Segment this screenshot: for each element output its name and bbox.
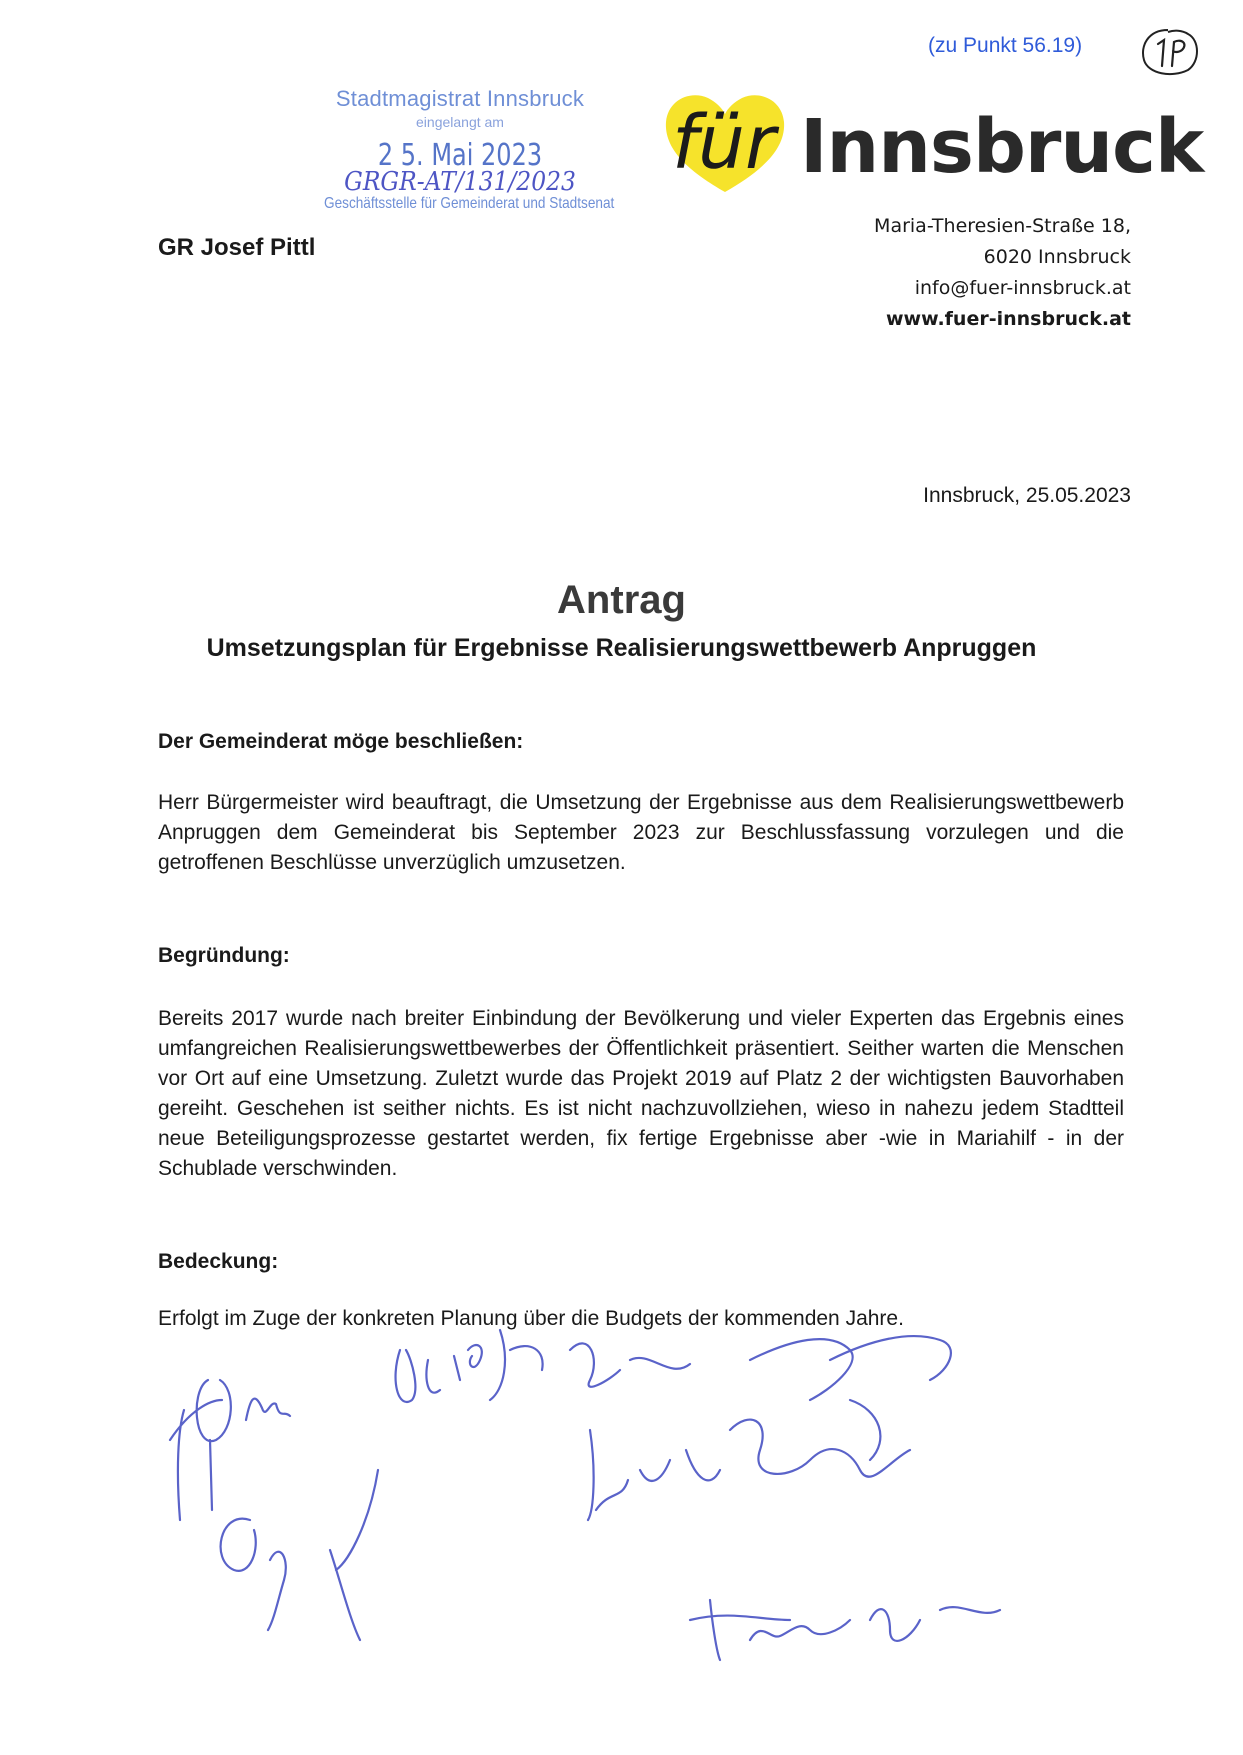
fuer-innsbruck-logo [660,88,1204,198]
signature-6 [690,1600,1000,1660]
stamp-organization: Stadtmagistrat Innsbruck [335,86,585,111]
coverage-text: Erfolgt im Zuge der konkreten Planung über die Budgets der kommenden Jahre. [158,1307,904,1330]
signature-3 [396,1330,690,1402]
stamp-date: 2 5. Mai 2023 [377,138,543,173]
document-subtitle: Umsetzungsplan für Ergebnisse Realisierungswettbewerb Anpruggen [206,634,1037,662]
sender-name: GR Josef Pittl [158,234,316,261]
coverage-heading: Bedeckung: [158,1250,279,1273]
received-stamp [300,86,620,213]
justification-heading: Begründung: [158,944,290,967]
signature-1 [170,1380,290,1520]
signature-4 [588,1420,910,1520]
address-website[interactable]: www.fuer-innsbruck.at [886,308,1131,330]
address-email[interactable]: info@fuer-innsbruck.at [914,277,1131,299]
document-title: Antrag [557,578,686,622]
place-date: Innsbruck, 25.05.2023 [923,484,1131,507]
signatures [150,1320,1110,1700]
stamp-received-label: eingelangt am [416,114,504,130]
address-street: Maria-Theresien-Straße 18, [874,215,1131,237]
address-city: 6020 Innsbruck [983,246,1131,268]
signature-2 [221,1470,378,1640]
justification-text: Bereits 2017 wurde nach breiter Einbindung der Bevölkerung und vieler Experten das Ergebnis eines umfangreichen Realisierungswettbewerbes der Öffentlichkeit präsentiert. Seither warten die Menschen vor Ort auf eine Umsetzung. Zuletzt wurde das Projekt 2019 auf Platz 2 der wichtigsten Bauvorhaben gereiht. Geschehen ist seither nichts. Es ist nicht nachzuvollziehen, wieso in nahezu jedem Stadtteil neue Beteiligungsprozesse gestartet werden, fix fertige Ergebnisse aber -wie in Mariahilf - in der Schublade verschwinden. [158,1007,1124,1180]
stamp-office: Geschäftsstelle für Gemeinderat und Stadtsenat [324,195,615,212]
sender-address [874,211,1131,335]
resolution-text: Herr Bürgermeister wird beauftragt, die Umsetzung der Ergebnisse aus dem Realisierungswettbewerb Anpruggen dem Gemeinderat bis September 2023 zur Beschlussfassung vorzulegen und die getroffenen Beschlüsse unverzüglich umzusetzen. [158,791,1124,874]
resolution-heading: Der Gemeinderat möge beschließen: [158,730,524,753]
signature-5 [750,1336,951,1460]
stamp-file-number: GRGR-AT/131/2023 [344,167,576,197]
logo-word-innsbruck: Innsbruck [800,104,1204,190]
logo-word-fuer: für [672,100,776,186]
reference-note: (zu Punkt 56.19) [928,34,1083,57]
handwritten-page-mark [1138,26,1202,80]
